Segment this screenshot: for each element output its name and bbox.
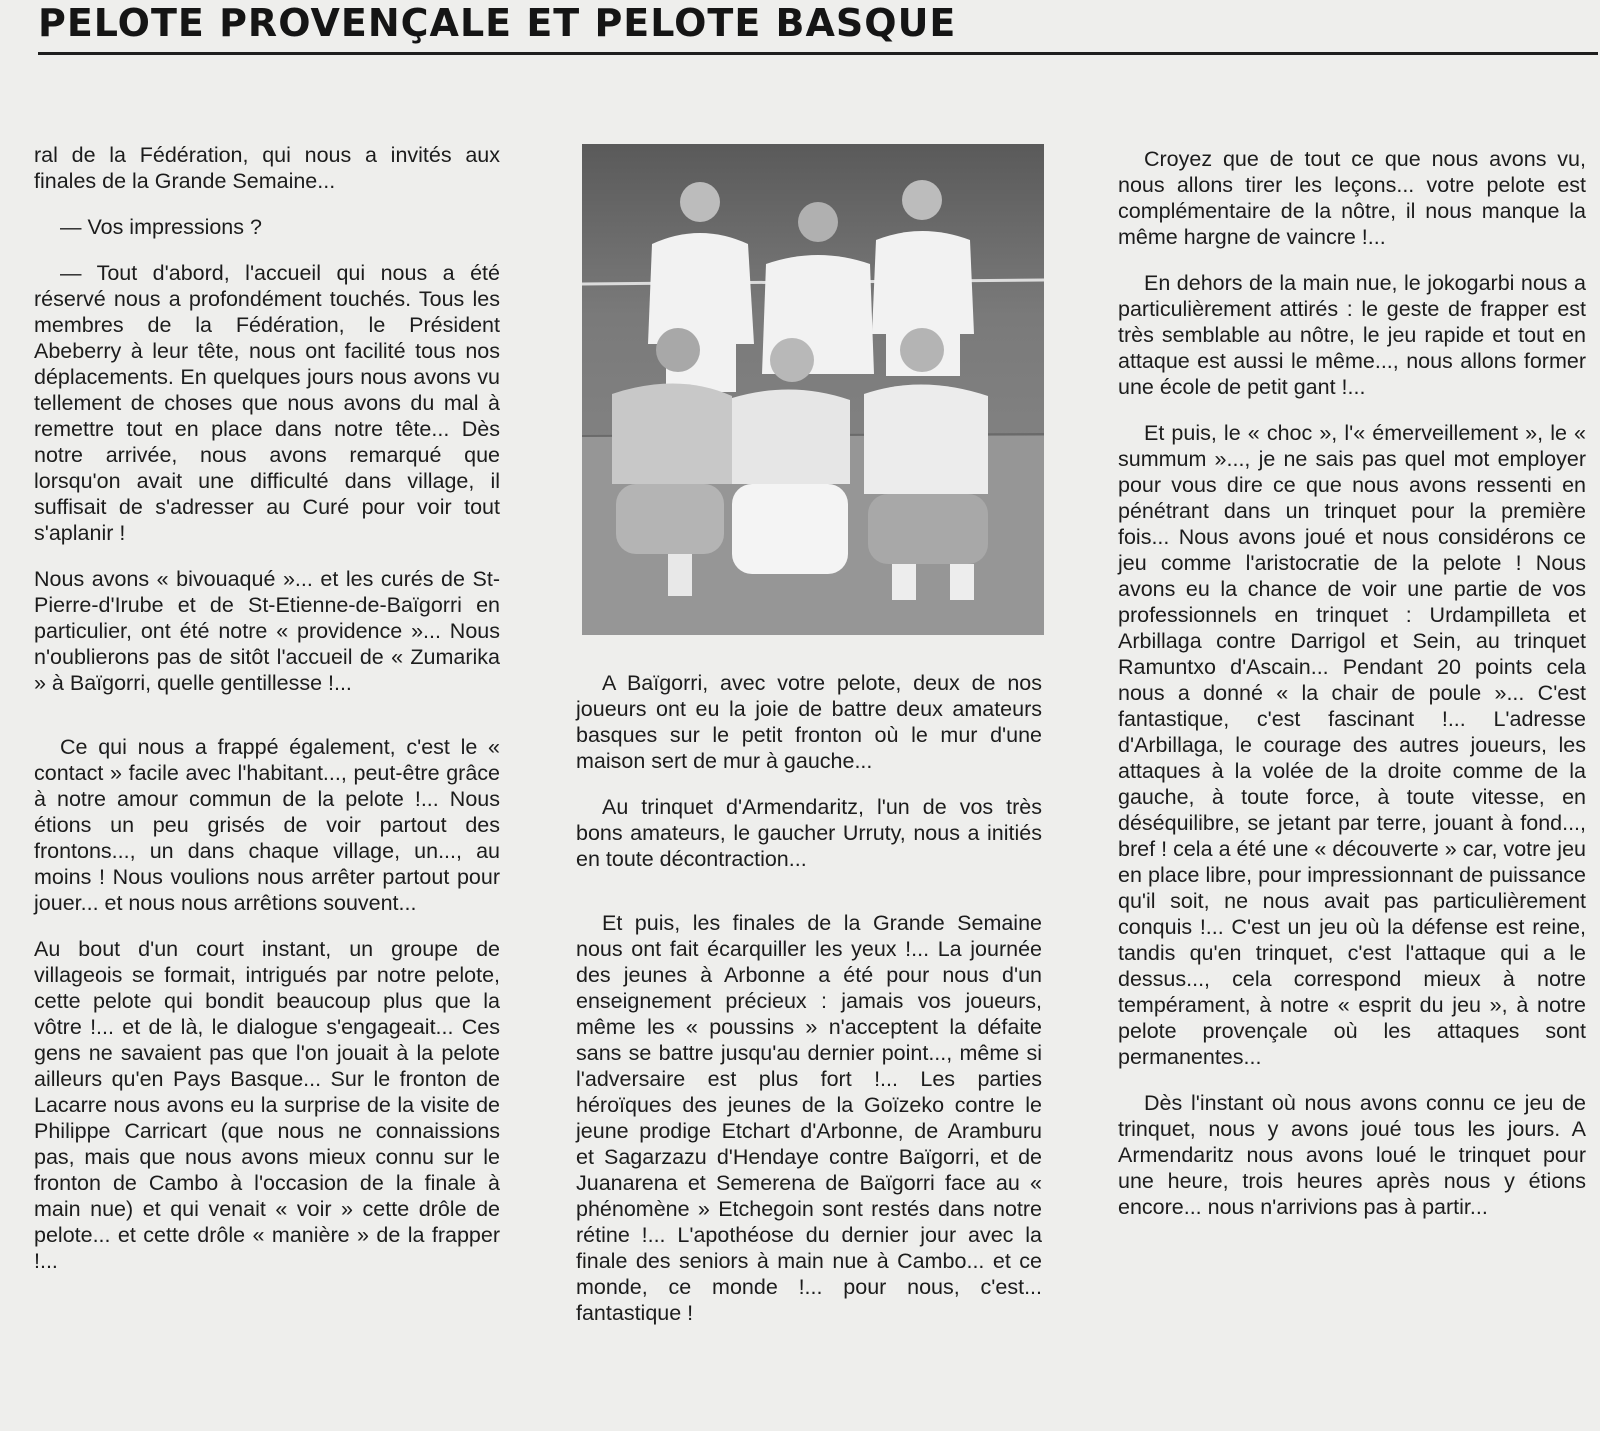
team-photo: [582, 144, 1044, 635]
paragraph: — Tout d'abord, l'accueil qui nous a été réservé nous a profondément touchés. Tous les membres de la Fédération, le Président Abeberry à leur tête, nous ont facilité tous nos déplacements. En quelques jours nous avons vu tellement de choses que nous avons du mal à remettre tout en place dans notre tête... Dès notre arrivée, nous avons remarqué que lorsqu'on avait une difficulté dans village, il suffisait de s'adresser au Curé pour voir tout s'aplanir !: [34, 261, 500, 545]
paragraph: Au bout d'un court instant, un groupe de villageois se formait, intrigués par notre pelote, cette pelote qui bondit beaucoup plus que la vôtre !... et de là, le dialogue s'engageait... Ces gens ne savaient pas que l'on jouait à la pelote ailleurs qu'en Pays Basque... Sur le fronton de Lacarre nous avons eu la surprise de la visite de Philippe Carricart (que nous ne connaissions pas, mais que nous avons mieux connu sur le fronton de Cambo à l'occasion de la finale à main nue) et qui venait « voir » cette drôle de pelote... et cette drôle « manière » de la frapper !...: [34, 937, 500, 1273]
paragraph: Et puis, le « choc », l'« émerveillement », le « summum »..., je ne sais pas quel mot employer pour vous dire ce que nous avons ressenti en pénétrant dans un trinquet pour la première fois... Nous avons joué et nous considérons ce jeu comme l'aristocratie de la pelote ! Nous avons eu la chance de voir une partie de vos professionnels en trinquet : Urdampilleta et Arbillaga contre Darrigol et Sein, au trinquet Ramuntxo d'Ascain... Pendant 20 points cela nous a donné « la chair de poule »... C'est fantastique, c'est fascinant !... L'adresse d'Arbillaga, le courage des autres joueurs, les attaques à la volée de la droite comme de la gauche, à toute force, à toute vitesse, en déséquilibre, se jetant par terre, jouant à fond..., bref ! cela a été une « découverte » car, votre jeu en place libre, pour impressionnant de puissance qu'il soit, ne nous avait pas particulièrement conquis !... C'est un jeu où la défense est reine, tandis qu'en trinquet, c'est l'attaque qui a le dessus..., cela correspond mieux à notre tempérament, à notre « esprit du jeu », à notre pelote provençale où les attaques sont permanentes...: [1118, 421, 1586, 1069]
page-title: PELOTE PROVENÇALE ET PELOTE BASQUE: [38, 1, 957, 45]
paragraph: Ce qui nous a frappé également, c'est le « contact » facile avec l'habitant..., peut-être grâce à notre amour commun de la pelote !... Nous étions un peu grisés de voir partout des frontons..., un dans chaque village, un..., au moins ! Nous voulions nous arrêter partout pour jouer... et nous nous arrêtions souvent...: [34, 735, 500, 915]
paragraph: Croyez que de tout ce que nous avons vu, nous allons tirer les leçons... votre pelote est complémentaire de la nôtre, il nous manque la même hargne de vaincre !...: [1118, 147, 1586, 249]
article-column-1: [34, 142, 500, 1294]
paragraph: ral de la Fédération, qui nous a invités aux finales de la Grande Semaine...: [34, 143, 500, 193]
article-column-2: [576, 670, 1042, 1346]
paragraph: Et puis, les finales de la Grande Semaine nous ont fait écarquiller les yeux !... La journée des jeunes à Arbonne a été pour nous d'un enseignement précieux : jamais vos joueurs, même les « poussins » n'acceptent la défaite sans se battre jusqu'au dernier point..., même si l'adversaire est plus fort !... Les parties héroïques des jeunes de la Goïzeko contre le jeune prodige Etchart d'Arbonne, de Aramburu et Sagarzazu d'Hendaye contre Baïgorri, et de Juanarena et Semerena de Baïgorri face au « phénomène » Etchegoin sont restés dans notre rétine !... L'apothéose du dernier jour avec la finale des seniors à main nue à Cambo... et ce monde, ce monde !... pour nous, c'est... fantastique !: [576, 911, 1042, 1325]
paragraph: A Baïgorri, avec votre pelote, deux de nos joueurs ont eu la joie de battre deux amateurs basques sur le petit fronton où le mur d'une maison sert de mur à gauche...: [576, 671, 1042, 773]
paragraph: — Vos impressions ?: [60, 215, 262, 239]
paragraph: En dehors de la main nue, le jokogarbi nous a particulièrement attirés : le geste de frapper est très semblable au nôtre, le jeu rapide et tout en attaque est aussi le même..., nous allons former une école de petit gant !...: [1118, 271, 1586, 399]
paragraph: Dès l'instant où nous avons connu ce jeu de trinquet, nous y avons joué tous les jours. A Armendaritz nous avons loué le trinquet pour une heure, trois heures après nous y étions encore... nous n'arrivions pas à partir...: [1118, 1091, 1586, 1219]
paragraph: Nous avons « bivouaqué »... et les curés de St-Pierre-d'Irube et de St-Etienne-de-Baïgorri en particulier, ont été notre « providence »... Nous n'oublierons pas de sitôt l'accueil de « Zumarika » à Baïgorri, quelle gentillesse !...: [34, 567, 500, 695]
paragraph: Au trinquet d'Armendaritz, l'un de vos très bons amateurs, le gaucher Urruty, nous a initiés en toute décontraction...: [576, 795, 1042, 871]
article-column-3: [1118, 146, 1586, 1240]
team-photo-illustration: [582, 144, 1044, 635]
title-rule: [38, 52, 1598, 55]
